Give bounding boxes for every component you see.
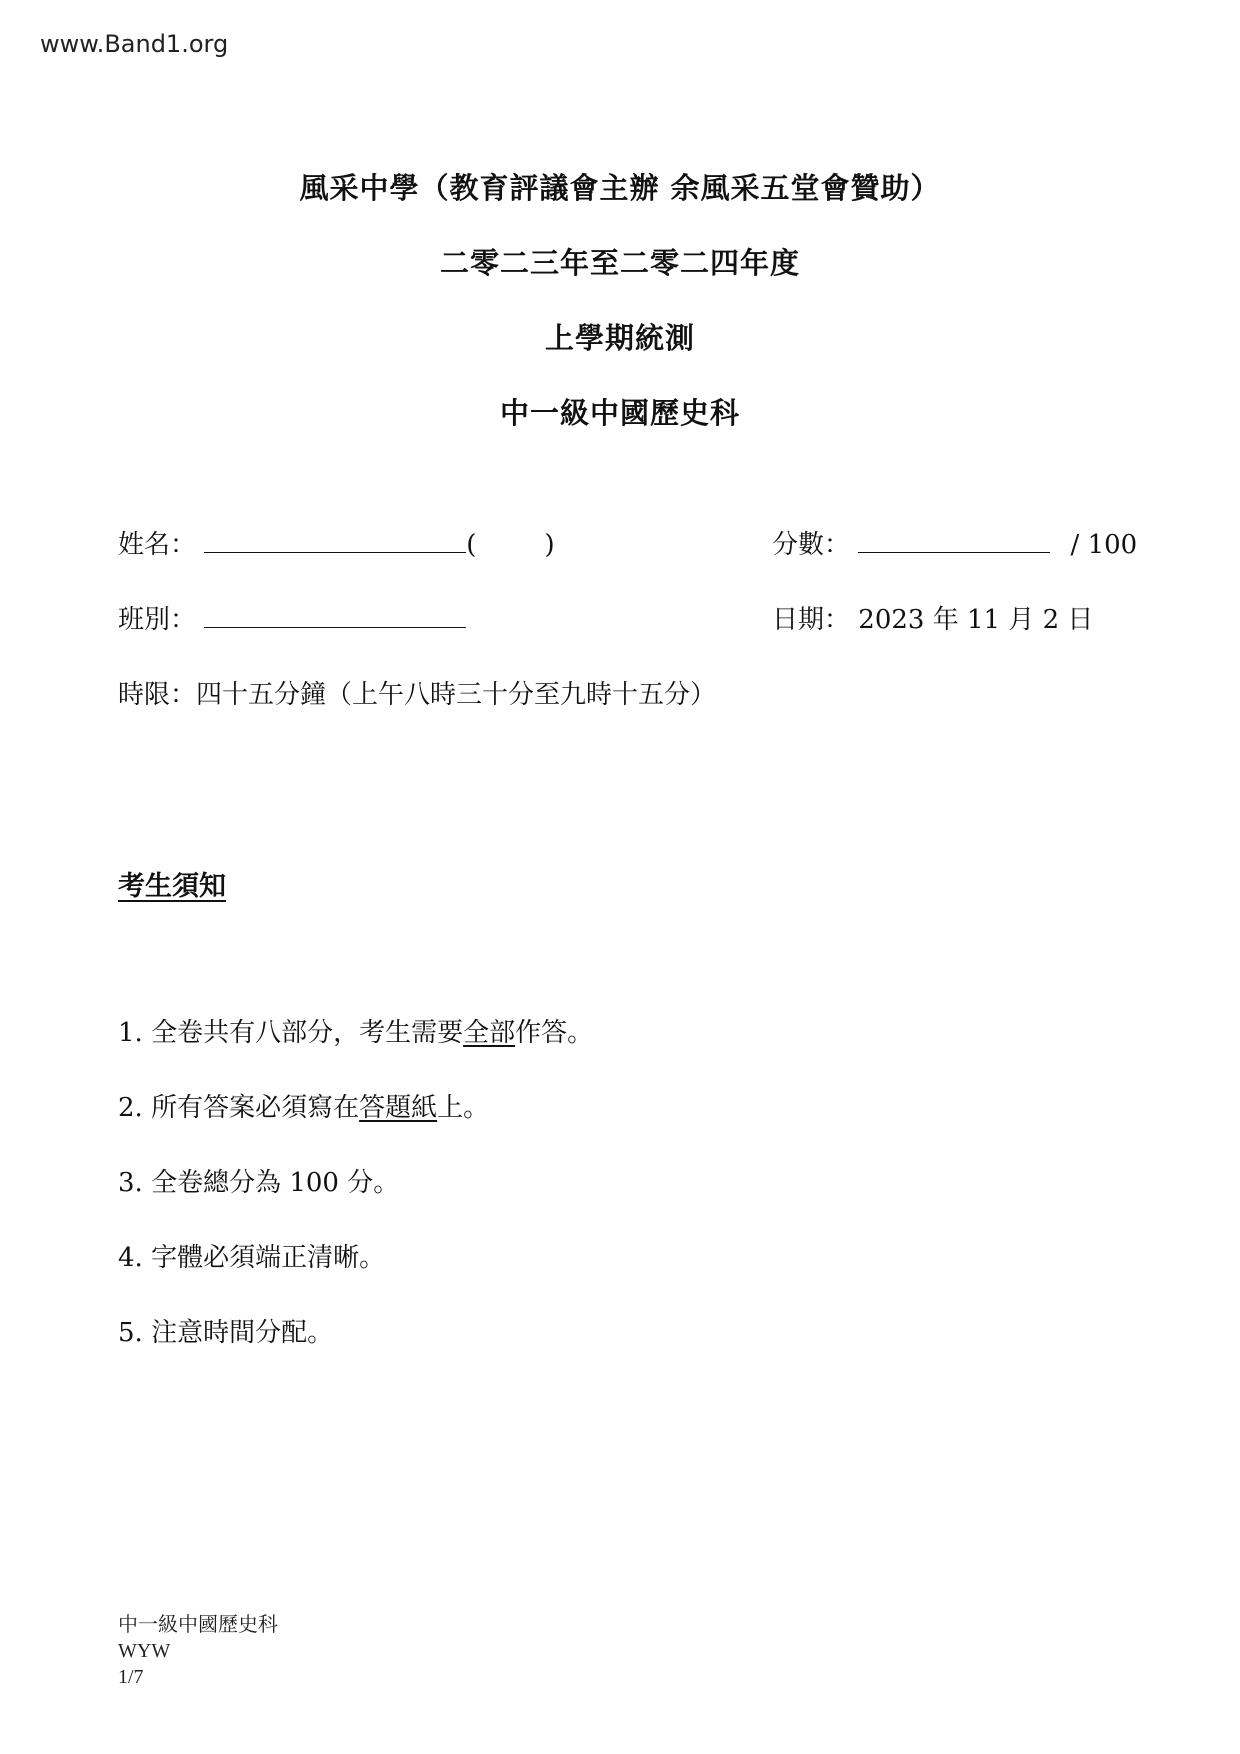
footer-subject: 中一級中國歷史科 xyxy=(118,1614,278,1636)
notes-heading: 考生須知 xyxy=(118,871,226,902)
class-blank xyxy=(204,603,466,628)
date-field-row xyxy=(772,599,1093,636)
watermark-url: www.Band1.org xyxy=(40,30,229,58)
date-label: 日期： xyxy=(772,605,851,635)
class-field-row xyxy=(118,599,466,636)
score-total: / 100 xyxy=(1070,530,1138,560)
instruction-text: 注意時間分配。 xyxy=(151,1318,334,1348)
score-blank xyxy=(858,528,1050,553)
instruction-text: 全卷共有八部分，考生需要全部作答。 xyxy=(151,1018,594,1048)
instruction-item xyxy=(118,1312,333,1349)
instruction-item xyxy=(118,1012,593,1049)
page-footer xyxy=(118,1612,278,1690)
instruction-item xyxy=(118,1087,489,1124)
class-number-paren-open: ( xyxy=(466,530,477,560)
score-label: 分數： xyxy=(772,530,851,560)
name-field-row xyxy=(118,524,555,561)
date-value: 2023 年 11 月 2 日 xyxy=(858,605,1094,635)
instruction-text: 字體必須端正清晰。 xyxy=(151,1243,386,1273)
instruction-number: 2. xyxy=(118,1093,143,1123)
name-label: 姓名： xyxy=(118,530,197,560)
footer-code: WYW xyxy=(118,1640,171,1662)
emphasis-underline: 答題紙 xyxy=(359,1093,438,1123)
instruction-number: 3. xyxy=(118,1168,143,1198)
exam-name: 上學期統測 xyxy=(544,321,695,355)
instruction-number: 1. xyxy=(118,1018,143,1048)
footer-page-number: 1/7 xyxy=(118,1666,144,1688)
instruction-number: 5. xyxy=(118,1318,143,1348)
class-number-paren-close: ) xyxy=(544,530,555,560)
subject-title: 中一級中國歷史科 xyxy=(499,396,740,430)
name-blank xyxy=(204,528,466,553)
class-label: 班別： xyxy=(118,605,197,635)
score-field-row xyxy=(772,524,1137,561)
instruction-number: 4. xyxy=(118,1243,143,1273)
emphasis-underline: 全部 xyxy=(463,1018,516,1048)
academic-year: 二零二三年至二零二四年度 xyxy=(439,246,800,280)
instruction-item xyxy=(118,1237,385,1274)
instruction-text: 所有答案必須寫在答題紙上。 xyxy=(151,1093,490,1123)
instruction-text: 全卷總分為 100 分。 xyxy=(151,1168,400,1198)
instruction-item xyxy=(118,1162,399,1199)
time-limit: 時限：四十五分鐘（上午八時三十分至九時十五分） xyxy=(118,680,717,710)
school-name: 風采中學（教育評議會主辦 余風采五堂會贊助） xyxy=(299,171,941,205)
